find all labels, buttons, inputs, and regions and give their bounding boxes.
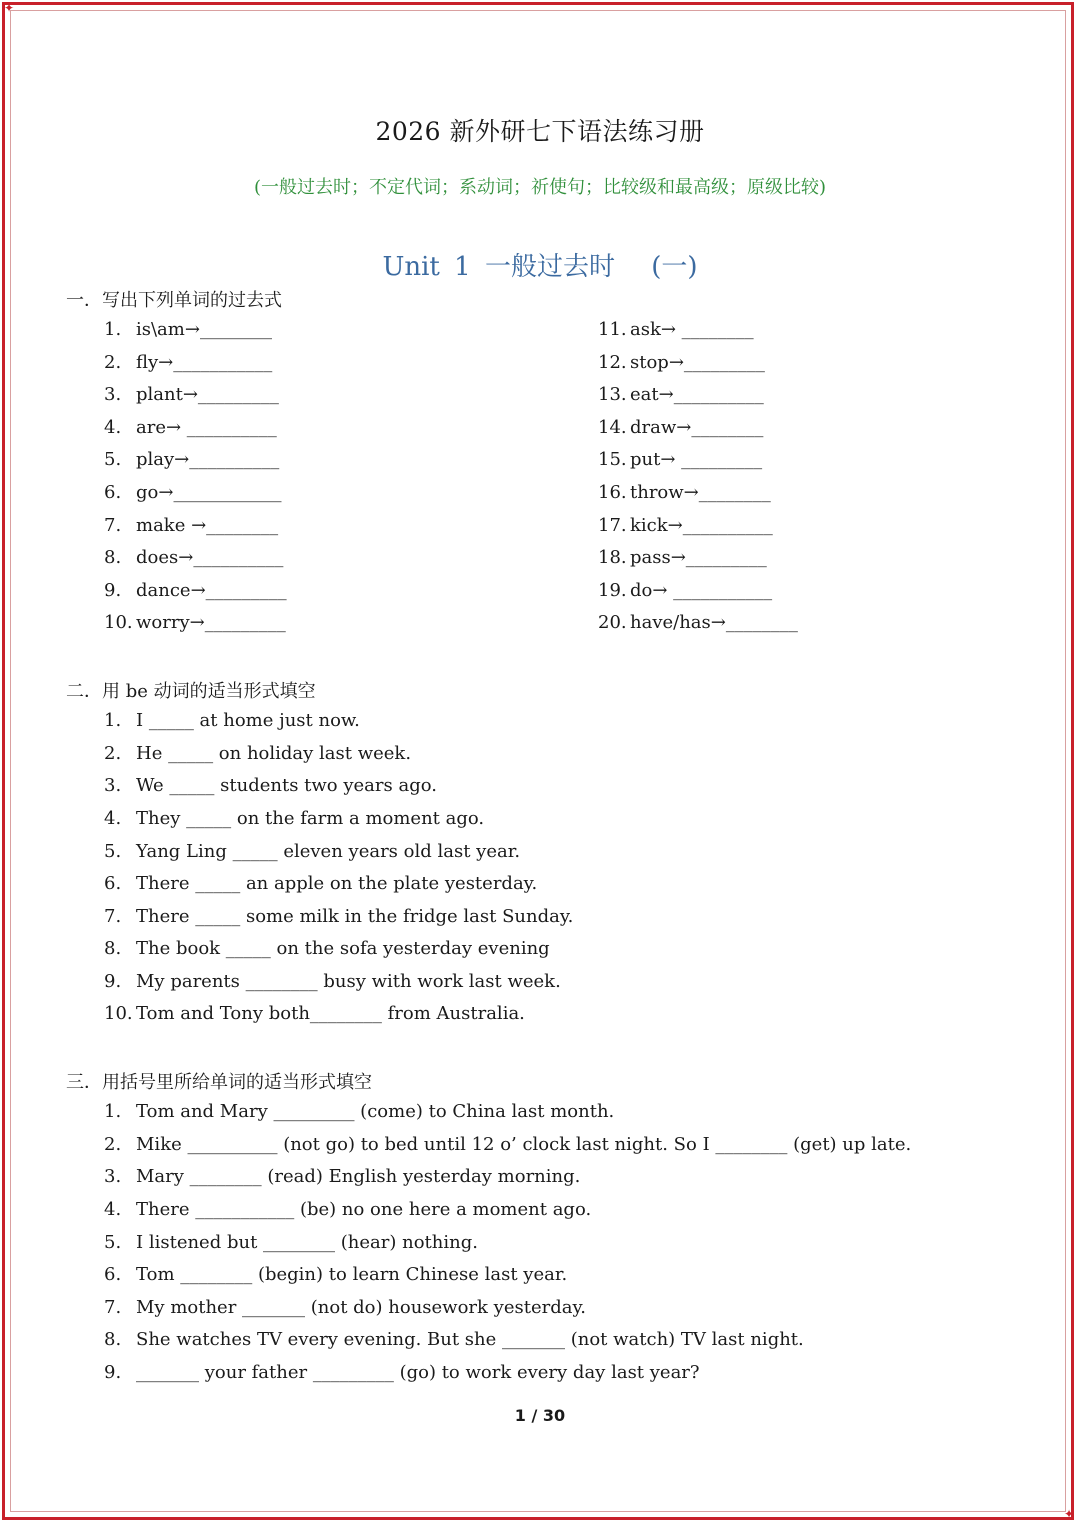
list-item: 5. Yang Ling _____ eleven years old last year. [104,841,521,862]
list-item: 10. Tom and Tony both________ from Australia. [104,1003,525,1024]
list-item: 9. My parents ________ busy with work last week. [104,971,561,992]
unit-part: (一) [651,252,698,282]
list-item: 1. Tom and Mary _________ (come) to China last month. [104,1101,615,1122]
corner-ornament-icon: ✦ [1063,1507,1074,1521]
unit-label: Unit 1 [382,252,471,282]
list-item: 7. There _____ some milk in the fridge last Sunday. [104,906,574,927]
list-item: 4. are→ __________ [104,417,277,438]
list-item: 3. We _____ students two years ago. [104,775,437,796]
list-item: 3. plant→_________ [104,384,279,405]
page-number: 1 / 30 [514,1406,566,1425]
list-item: 2. Mike __________ (not go) to bed until 12 o’ clock last night. So I ________ (get) up late. [104,1134,912,1155]
list-item: 2. fly→___________ [104,352,273,373]
list-item: 17. kick→__________ [598,515,773,536]
list-item: 1. I _____ at home just now. [104,710,360,731]
list-item: 10. worry→_________ [104,612,286,633]
list-item: 16. throw→________ [598,482,771,503]
corner-ornament-icon: ✦ [4,1,15,15]
list-item: 8. The book _____ on the sofa yesterday evening [104,938,550,959]
list-item: 8. does→__________ [104,547,284,568]
list-item: 6. go→____________ [104,482,282,503]
list-item: 1. is\am→________ [104,319,272,340]
unit-title [0,246,1080,283]
section-1-heading: 一．写出下列单词的过去式 [66,290,282,311]
list-item: 18. pass→_________ [598,547,767,568]
list-item: 13. eat→__________ [598,384,764,405]
section-3-heading: 三．用括号里所给单词的适当形式填空 [66,1072,372,1093]
list-item: 14. draw→________ [598,417,764,438]
document-title: 2026 新外研七下语法练习册 [375,117,705,146]
list-item: 5. I listened but ________ (hear) nothing. [104,1232,478,1253]
list-item: 6. There _____ an apple on the plate yesterday. [104,873,538,894]
list-item: 11. ask→ ________ [598,319,754,340]
list-item: 3. Mary ________ (read) English yesterday morning. [104,1166,581,1187]
list-item: 4. There ___________ (be) no one here a moment ago. [104,1199,592,1220]
list-item: 6. Tom ________ (begin) to learn Chinese last year. [104,1264,568,1285]
list-item: 15. put→ _________ [598,449,763,470]
list-item: 2. He _____ on holiday last week. [104,743,412,764]
list-item: 7. make →________ [104,515,279,536]
section-2-heading: 二．用 be 动词的适当形式填空 [66,681,316,702]
document-subtitle: (一般过去时；不定代词；系动词；祈使句；比较级和最高级；原级比较) [253,177,827,198]
unit-topic: 一般过去时 [484,252,615,282]
list-item: 12. stop→_________ [598,352,765,373]
list-item: 19. do→ ___________ [598,580,773,601]
list-item: 20. have/has→________ [598,612,798,633]
list-item: 7. My mother _______ (not do) housework yesterday. [104,1297,586,1318]
list-item: 5. play→__________ [104,449,280,470]
list-item: 4. They _____ on the farm a moment ago. [104,808,485,829]
list-item: 8. She watches TV every evening. But she _______ (not watch) TV last night. [104,1329,804,1350]
list-item: 9. dance→_________ [104,580,287,601]
list-item: 9. _______ your father _________ (go) to work every day last year? [104,1362,700,1383]
